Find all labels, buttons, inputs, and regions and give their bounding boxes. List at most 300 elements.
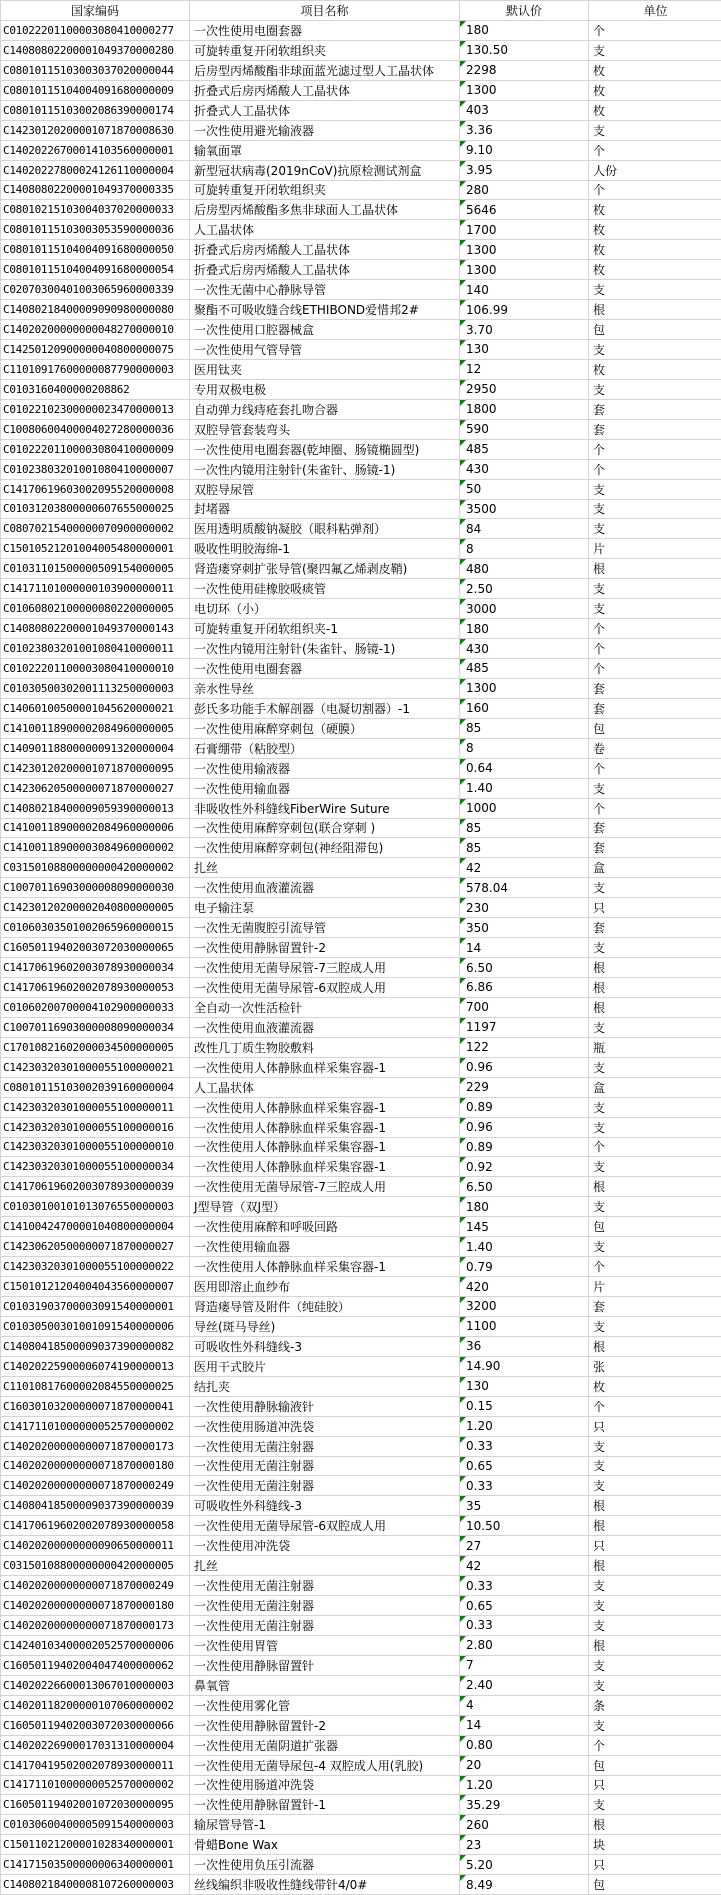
price-cell[interactable]: 10.50 xyxy=(460,1516,589,1535)
price-cell[interactable]: 180 xyxy=(460,21,589,40)
code-cell[interactable]: C16030103200000071870000041 xyxy=(1,1397,190,1416)
code-cell[interactable]: C14020225900006074190000013 xyxy=(1,1357,190,1376)
code-cell[interactable]: C08010115104004091680000050 xyxy=(1,240,190,259)
price-cell[interactable]: 1300 xyxy=(460,240,589,259)
unit-cell[interactable]: 片 xyxy=(593,542,606,557)
code-cell[interactable]: C14020200000000048270000010 xyxy=(1,320,190,339)
code-cell[interactable]: C0103160400000208862 xyxy=(1,380,190,399)
unit-cell[interactable]: 盒 xyxy=(593,861,606,876)
unit-cell[interactable]: 支 xyxy=(593,342,606,357)
code-cell[interactable]: C14250120900000040800000075 xyxy=(1,340,190,359)
price-cell[interactable]: 420 xyxy=(460,1277,589,1296)
item-name-cell[interactable]: 双腔导管套装弯头 xyxy=(190,420,460,439)
unit-cell[interactable]: 只 xyxy=(593,1539,606,1554)
unit-cell[interactable]: 支 xyxy=(593,1100,606,1115)
item-name-cell[interactable]: 一次性使用无菌注射器 xyxy=(190,1437,460,1456)
item-name-cell[interactable]: 一次性使用静脉留置针 xyxy=(190,1656,460,1675)
unit-cell[interactable]: 包 xyxy=(593,1878,606,1893)
price-cell[interactable]: 403 xyxy=(460,101,589,120)
item-name-cell[interactable]: 扎丝 xyxy=(190,858,460,877)
item-name-cell[interactable]: 一次性无菌腹腔引流导管 xyxy=(190,918,460,937)
item-name-cell[interactable]: 一次性使用无菌导尿管-6双腔成人用 xyxy=(190,1516,460,1535)
unit-cell[interactable]: 人份 xyxy=(593,163,618,178)
code-cell[interactable]: C10070116903000008090000030 xyxy=(1,878,190,897)
item-name-cell[interactable]: 一次性使用雾化管 xyxy=(190,1696,460,1715)
price-cell[interactable]: 3.95 xyxy=(460,161,589,180)
code-cell[interactable]: C01031101500000509154000005 xyxy=(1,559,190,578)
item-name-cell[interactable]: 一次性使用硅橡胶吸痰管 xyxy=(190,579,460,598)
item-name-cell[interactable]: J型导管（双J型） xyxy=(190,1197,460,1216)
price-cell[interactable]: 0.89 xyxy=(460,1098,589,1117)
code-cell[interactable]: C14170619602002078930000058 xyxy=(1,1516,190,1535)
unit-cell[interactable]: 根 xyxy=(593,961,606,976)
price-cell[interactable]: 0.33 xyxy=(460,1576,589,1595)
unit-cell[interactable]: 个 xyxy=(593,442,606,457)
code-cell[interactable]: C14170619602003078930000039 xyxy=(1,1177,190,1196)
item-name-cell[interactable]: 人工晶状体 xyxy=(190,220,460,239)
code-cell[interactable]: C14080418500009037390000082 xyxy=(1,1337,190,1356)
code-cell[interactable]: C14020200000000090650000011 xyxy=(1,1536,190,1555)
item-name-cell[interactable]: 一次性内镜用注射针(朱雀针、肠镜-1) xyxy=(190,460,460,479)
price-cell[interactable]: 12 xyxy=(460,360,589,379)
item-name-cell[interactable]: 一次性使用麻醉穿刺包(神经阻滞包) xyxy=(190,838,460,857)
unit-cell[interactable]: 支 xyxy=(593,1020,606,1035)
item-name-cell[interactable]: 一次性使用电圈套器 xyxy=(190,659,460,678)
unit-cell[interactable]: 只 xyxy=(593,1858,606,1873)
price-cell[interactable]: 85 xyxy=(460,819,589,838)
price-cell[interactable]: 14 xyxy=(460,938,589,957)
unit-cell[interactable]: 枚 xyxy=(593,83,606,98)
item-name-cell[interactable]: 一次性使用无菌导尿管-6双腔成人用 xyxy=(190,978,460,997)
unit-cell[interactable]: 个 xyxy=(593,801,606,816)
unit-cell[interactable]: 包 xyxy=(593,1758,606,1773)
item-name-cell[interactable]: 医用干式胶片 xyxy=(190,1357,460,1376)
price-cell[interactable]: 0.65 xyxy=(460,1596,589,1615)
unit-cell[interactable]: 支 xyxy=(593,1658,606,1673)
code-cell[interactable]: C01031203800000607655000025 xyxy=(1,500,190,519)
item-name-cell[interactable]: 一次性使用输液器 xyxy=(190,759,460,778)
code-cell[interactable]: C10080600400004027280000036 xyxy=(1,420,190,439)
price-cell[interactable]: 1700 xyxy=(460,220,589,239)
unit-cell[interactable]: 个 xyxy=(593,143,606,158)
item-name-cell[interactable]: 肾造瘘穿刺扩张导管(聚四氟乙烯剥皮鞘) xyxy=(190,559,460,578)
code-cell[interactable]: C14020200000000071870000249 xyxy=(1,1476,190,1495)
unit-cell[interactable]: 包 xyxy=(593,721,606,736)
code-cell[interactable]: C14100118900003084960000002 xyxy=(1,838,190,857)
unit-cell[interactable]: 支 xyxy=(593,1160,606,1175)
item-name-cell[interactable]: 一次性使用人体静脉血样采集容器-1 xyxy=(190,1257,460,1276)
price-cell[interactable]: 20 xyxy=(460,1756,589,1775)
code-cell[interactable]: C01022201100003080410000009 xyxy=(1,440,190,459)
item-name-cell[interactable]: 后房型丙烯酸酯多焦非球面人工晶状体 xyxy=(190,200,460,219)
price-cell[interactable]: 0.96 xyxy=(460,1058,589,1077)
price-cell[interactable]: 6.50 xyxy=(460,1177,589,1196)
unit-cell[interactable]: 根 xyxy=(593,562,606,577)
header-item-name[interactable]: 项目名称 xyxy=(190,1,460,20)
item-name-cell[interactable]: 一次性使用人体静脉血样采集容器-1 xyxy=(190,1098,460,1117)
item-name-cell[interactable]: 输尿管导管-1 xyxy=(190,1815,460,1834)
code-cell[interactable]: C08010115104004091680000009 xyxy=(1,81,190,100)
code-cell[interactable]: C14230320301000055100000021 xyxy=(1,1058,190,1077)
code-cell[interactable]: C14171101000000052570000002 xyxy=(1,1776,190,1795)
code-cell[interactable]: C14020226900017031310000004 xyxy=(1,1736,190,1755)
code-cell[interactable]: C01030500301001091540000006 xyxy=(1,1317,190,1336)
item-name-cell[interactable]: 一次性使用静脉留置针-2 xyxy=(190,938,460,957)
unit-cell[interactable]: 包 xyxy=(593,323,606,338)
unit-cell[interactable]: 支 xyxy=(593,1439,606,1454)
unit-cell[interactable]: 根 xyxy=(593,1519,606,1534)
unit-cell[interactable]: 支 xyxy=(593,1718,606,1733)
code-cell[interactable]: C01022201100003080410000010 xyxy=(1,659,190,678)
code-cell[interactable]: C08010215103004037020000033 xyxy=(1,200,190,219)
item-name-cell[interactable]: 一次性使用无菌注射器 xyxy=(190,1457,460,1476)
unit-cell[interactable]: 瓶 xyxy=(593,1040,606,1055)
unit-cell[interactable]: 支 xyxy=(593,43,606,58)
code-cell[interactable]: C16050119402004047400000062 xyxy=(1,1656,190,1675)
item-name-cell[interactable]: 一次性使用输血器 xyxy=(190,1237,460,1256)
item-name-cell[interactable]: 一次性使用人体静脉血样采集容器-1 xyxy=(190,1118,460,1137)
unit-cell[interactable]: 套 xyxy=(593,701,606,716)
code-cell[interactable]: C14020200000000071870000173 xyxy=(1,1437,190,1456)
code-cell[interactable]: C14100118900002084960000006 xyxy=(1,819,190,838)
item-name-cell[interactable]: 折叠式后房丙烯酸人工晶状体 xyxy=(190,260,460,279)
item-name-cell[interactable]: 医用钛夹 xyxy=(190,360,460,379)
code-cell[interactable]: C14100118900002084960000005 xyxy=(1,719,190,738)
unit-cell[interactable]: 支 xyxy=(593,522,606,537)
price-cell[interactable]: 85 xyxy=(460,719,589,738)
unit-cell[interactable]: 支 xyxy=(593,1120,606,1135)
price-cell[interactable]: 2.50 xyxy=(460,579,589,598)
code-cell[interactable]: C14020226600013067010000003 xyxy=(1,1676,190,1695)
price-cell[interactable]: 2.80 xyxy=(460,1636,589,1655)
item-name-cell[interactable]: 一次性使用人体静脉血样采集容器-1 xyxy=(190,1058,460,1077)
unit-cell[interactable]: 支 xyxy=(593,283,606,298)
item-name-cell[interactable]: 骨蜡Bone Wax xyxy=(190,1835,460,1854)
price-cell[interactable]: 106.99 xyxy=(460,300,589,319)
unit-cell[interactable]: 根 xyxy=(593,1559,606,1574)
code-cell[interactable]: C08010115103003037020000044 xyxy=(1,61,190,80)
code-cell[interactable]: C14020118200000107060000002 xyxy=(1,1696,190,1715)
code-cell[interactable]: C01031903700003091540000001 xyxy=(1,1297,190,1316)
price-cell[interactable]: 3000 xyxy=(460,599,589,618)
code-cell[interactable]: C08010115103003053590000036 xyxy=(1,220,190,239)
unit-cell[interactable]: 支 xyxy=(593,881,606,896)
unit-cell[interactable]: 支 xyxy=(593,1678,606,1693)
price-cell[interactable]: 1800 xyxy=(460,400,589,419)
item-name-cell[interactable]: 可旋转重复开闭软组织夹 xyxy=(190,181,460,200)
price-cell[interactable]: 50 xyxy=(460,480,589,499)
unit-cell[interactable]: 支 xyxy=(593,1459,606,1474)
unit-cell[interactable]: 支 xyxy=(593,602,606,617)
item-name-cell[interactable]: 一次性使用无菌导尿管-7三腔成人用 xyxy=(190,958,460,977)
code-cell[interactable]: C14230120200001071870000095 xyxy=(1,759,190,778)
price-cell[interactable]: 6.86 xyxy=(460,978,589,997)
item-name-cell[interactable]: 折叠式后房丙烯酸人工晶状体 xyxy=(190,81,460,100)
price-cell[interactable]: 4 xyxy=(460,1696,589,1715)
price-cell[interactable]: 2950 xyxy=(460,380,589,399)
item-name-cell[interactable]: 一次性使用麻醉和呼吸回路 xyxy=(190,1217,460,1236)
item-name-cell[interactable]: 一次性使用麻醉穿刺包(联合穿刺 ) xyxy=(190,819,460,838)
item-name-cell[interactable]: 一次性使用静脉留置针-1 xyxy=(190,1795,460,1814)
code-cell[interactable]: C14020200000000071870000249 xyxy=(1,1576,190,1595)
unit-cell[interactable]: 支 xyxy=(593,1798,606,1813)
unit-cell[interactable]: 根 xyxy=(593,1000,606,1015)
item-name-cell[interactable]: 一次性使用麻醉穿刺包（硬膜） xyxy=(190,719,460,738)
unit-cell[interactable]: 个 xyxy=(593,1738,606,1753)
unit-cell[interactable]: 张 xyxy=(593,1359,606,1374)
unit-cell[interactable]: 支 xyxy=(593,582,606,597)
unit-cell[interactable]: 片 xyxy=(593,1280,606,1295)
price-cell[interactable]: 130.50 xyxy=(460,41,589,60)
price-cell[interactable]: 2.40 xyxy=(460,1676,589,1695)
code-cell[interactable]: C14170619603002095520000008 xyxy=(1,480,190,499)
unit-cell[interactable]: 个 xyxy=(593,1140,606,1155)
code-cell[interactable]: C14230320301000055100000011 xyxy=(1,1098,190,1117)
price-cell[interactable]: 8.49 xyxy=(460,1875,589,1894)
price-cell[interactable]: 280 xyxy=(460,181,589,200)
price-cell[interactable]: 0.33 xyxy=(460,1476,589,1495)
code-cell[interactable]: C14230620500000071870000027 xyxy=(1,1237,190,1256)
code-cell[interactable]: C14170619602003078930000034 xyxy=(1,958,190,977)
code-cell[interactable]: C01030100101013076550000003 xyxy=(1,1197,190,1216)
price-cell[interactable]: 578.04 xyxy=(460,878,589,897)
unit-cell[interactable]: 枚 xyxy=(593,263,606,278)
code-cell[interactable]: C14080218400008107260000003 xyxy=(1,1875,190,1894)
price-cell[interactable]: 180 xyxy=(460,1197,589,1216)
item-name-cell[interactable]: 可吸收性外科缝线-3 xyxy=(190,1337,460,1356)
unit-cell[interactable]: 个 xyxy=(593,661,606,676)
unit-cell[interactable]: 包 xyxy=(593,1220,606,1235)
item-name-cell[interactable]: 结扎夹 xyxy=(190,1377,460,1396)
code-cell[interactable]: C03150108800000000420000002 xyxy=(1,858,190,877)
price-cell[interactable]: 180 xyxy=(460,619,589,638)
price-cell[interactable]: 229 xyxy=(460,1078,589,1097)
price-cell[interactable]: 84 xyxy=(460,519,589,538)
unit-cell[interactable]: 套 xyxy=(593,402,606,417)
price-cell[interactable]: 1.40 xyxy=(460,779,589,798)
code-cell[interactable]: C15010121204004043560000007 xyxy=(1,1277,190,1296)
unit-cell[interactable]: 套 xyxy=(593,821,606,836)
price-cell[interactable]: 0.92 xyxy=(460,1157,589,1176)
price-cell[interactable]: 42 xyxy=(460,858,589,877)
price-cell[interactable]: 42 xyxy=(460,1556,589,1575)
code-cell[interactable]: C17010821602000034500000005 xyxy=(1,1038,190,1057)
price-cell[interactable]: 7 xyxy=(460,1656,589,1675)
unit-cell[interactable]: 个 xyxy=(593,1260,606,1275)
price-cell[interactable]: 14.90 xyxy=(460,1357,589,1376)
unit-cell[interactable]: 根 xyxy=(593,1339,606,1354)
item-name-cell[interactable]: 一次性使用气管导管 xyxy=(190,340,460,359)
item-name-cell[interactable]: 一次性使用电圈套器(乾坤圈、肠镜椭圆型) xyxy=(190,440,460,459)
unit-cell[interactable]: 支 xyxy=(593,502,606,517)
item-name-cell[interactable]: 一次性使用人体静脉血样采集容器-1 xyxy=(190,1138,460,1157)
item-name-cell[interactable]: 亲水性导丝 xyxy=(190,679,460,698)
code-cell[interactable]: C14230320301000055100000016 xyxy=(1,1118,190,1137)
price-cell[interactable]: 140 xyxy=(460,280,589,299)
price-cell[interactable]: 3.70 xyxy=(460,320,589,339)
item-name-cell[interactable]: 改性几丁质生物胶敷料 xyxy=(190,1038,460,1057)
unit-cell[interactable]: 根 xyxy=(593,303,606,318)
unit-cell[interactable]: 支 xyxy=(593,1618,606,1633)
code-cell[interactable]: C14060100500001045620000021 xyxy=(1,699,190,718)
price-cell[interactable]: 260 xyxy=(460,1815,589,1834)
price-cell[interactable]: 27 xyxy=(460,1536,589,1555)
price-cell[interactable]: 590 xyxy=(460,420,589,439)
item-name-cell[interactable]: 一次性使用肠道冲洗袋 xyxy=(190,1776,460,1795)
item-name-cell[interactable]: 一次性使用负压引流器 xyxy=(190,1855,460,1874)
price-cell[interactable]: 130 xyxy=(460,1377,589,1396)
price-cell[interactable]: 35 xyxy=(460,1496,589,1515)
code-cell[interactable]: C01023803201001080410000007 xyxy=(1,460,190,479)
unit-cell[interactable]: 只 xyxy=(593,901,606,916)
price-cell[interactable]: 0.33 xyxy=(460,1437,589,1456)
item-name-cell[interactable]: 可旋转重复开闭软组织夹 xyxy=(190,41,460,60)
item-name-cell[interactable]: 丝线编织非吸收性缝线带针4/0# xyxy=(190,1875,460,1894)
code-cell[interactable]: C08010115103002086390000174 xyxy=(1,101,190,120)
price-cell[interactable]: 1300 xyxy=(460,679,589,698)
item-name-cell[interactable]: 一次性使用肠道冲洗袋 xyxy=(190,1417,460,1436)
code-cell[interactable]: C14170419502002078930000011 xyxy=(1,1756,190,1775)
code-cell[interactable]: C14020200000000071870000180 xyxy=(1,1457,190,1476)
item-name-cell[interactable]: 扎丝 xyxy=(190,1556,460,1575)
item-name-cell[interactable]: 一次性无菌中心静脉导管 xyxy=(190,280,460,299)
code-cell[interactable]: C14080418500009037390000039 xyxy=(1,1496,190,1515)
unit-cell[interactable]: 根 xyxy=(593,1180,606,1195)
code-cell[interactable]: C14230120200002040800000005 xyxy=(1,898,190,917)
price-cell[interactable]: 5.20 xyxy=(460,1855,589,1874)
code-cell[interactable]: C14171101000000052570000002 xyxy=(1,1417,190,1436)
price-cell[interactable]: 1300 xyxy=(460,260,589,279)
unit-cell[interactable]: 个 xyxy=(593,761,606,776)
header-national-code[interactable]: 国家编码 xyxy=(1,1,190,20)
unit-cell[interactable]: 支 xyxy=(593,1579,606,1594)
item-name-cell[interactable]: 吸收性明胶海绵-1 xyxy=(190,539,460,558)
price-cell[interactable]: 350 xyxy=(460,918,589,937)
price-cell[interactable]: 1.20 xyxy=(460,1776,589,1795)
item-name-cell[interactable]: 一次性使用血液灌流器 xyxy=(190,1018,460,1037)
price-cell[interactable]: 6.50 xyxy=(460,958,589,977)
unit-cell[interactable]: 个 xyxy=(593,23,606,38)
item-name-cell[interactable]: 一次性使用静脉留置针-2 xyxy=(190,1716,460,1735)
code-cell[interactable]: C10070116903000008090000034 xyxy=(1,1018,190,1037)
code-cell[interactable]: C14020226700014103560000001 xyxy=(1,141,190,160)
code-cell[interactable]: C08010115103002039160000004 xyxy=(1,1078,190,1097)
code-cell[interactable]: C01022201100003080410000277 xyxy=(1,21,190,40)
code-cell[interactable]: C15010521201004005480000001 xyxy=(1,539,190,558)
code-cell[interactable]: C08070215400000070900000002 xyxy=(1,519,190,538)
item-name-cell[interactable]: 专用双极电极 xyxy=(190,380,460,399)
price-cell[interactable]: 3500 xyxy=(460,500,589,519)
item-name-cell[interactable]: 石膏绷带（粘胶型） xyxy=(190,739,460,758)
unit-cell[interactable]: 套 xyxy=(593,1299,606,1314)
unit-cell[interactable]: 个 xyxy=(593,462,606,477)
price-cell[interactable]: 14 xyxy=(460,1716,589,1735)
price-cell[interactable]: 485 xyxy=(460,659,589,678)
item-name-cell[interactable]: 一次性使用无菌阴道扩张器 xyxy=(190,1736,460,1755)
code-cell[interactable]: C14080802200001049370000335 xyxy=(1,181,190,200)
unit-cell[interactable]: 套 xyxy=(593,841,606,856)
code-cell[interactable]: C14020200000000071870000173 xyxy=(1,1616,190,1635)
unit-cell[interactable]: 支 xyxy=(593,1200,606,1215)
item-name-cell[interactable]: 一次性使用血液灌流器 xyxy=(190,878,460,897)
unit-cell[interactable]: 个 xyxy=(593,642,606,657)
code-cell[interactable]: C11010817600002084550000025 xyxy=(1,1377,190,1396)
item-name-cell[interactable]: 一次性使用无菌导尿管-7三腔成人用 xyxy=(190,1177,460,1196)
item-name-cell[interactable]: 一次性使用口腔器械盒 xyxy=(190,320,460,339)
price-cell[interactable]: 485 xyxy=(460,440,589,459)
unit-cell[interactable]: 支 xyxy=(593,1319,606,1334)
item-name-cell[interactable]: 新型冠状病毒(2019nCoV)抗原检测试剂盒 xyxy=(190,161,460,180)
unit-cell[interactable]: 枚 xyxy=(593,103,606,118)
price-cell[interactable]: 0.65 xyxy=(460,1457,589,1476)
code-cell[interactable]: C14100424700001040800000004 xyxy=(1,1217,190,1236)
item-name-cell[interactable]: 一次性使用无菌导尿包-4 双腔成人用(乳胶) xyxy=(190,1756,460,1775)
code-cell[interactable]: C14230320301000055100000010 xyxy=(1,1138,190,1157)
item-name-cell[interactable]: 聚酯不可吸收缝合线ETHIBOND爱惜邦2# xyxy=(190,300,460,319)
item-name-cell[interactable]: 人工晶状体 xyxy=(190,1078,460,1097)
unit-cell[interactable]: 根 xyxy=(593,1499,606,1514)
item-name-cell[interactable]: 一次性使用人体静脉血样采集容器-1 xyxy=(190,1157,460,1176)
price-cell[interactable]: 145 xyxy=(460,1217,589,1236)
unit-cell[interactable]: 支 xyxy=(593,123,606,138)
unit-cell[interactable]: 盒 xyxy=(593,1080,606,1095)
item-name-cell[interactable]: 医用透明质酸钠凝胶（眼科粘弹剂） xyxy=(190,519,460,538)
price-cell[interactable]: 3.36 xyxy=(460,121,589,140)
code-cell[interactable]: C01030500302001113250000003 xyxy=(1,679,190,698)
item-name-cell[interactable]: 一次性使用电圈套器 xyxy=(190,21,460,40)
price-cell[interactable]: 85 xyxy=(460,838,589,857)
item-name-cell[interactable]: 医用即溶止血纱布 xyxy=(190,1277,460,1296)
unit-cell[interactable]: 根 xyxy=(593,1818,606,1833)
unit-cell[interactable]: 枚 xyxy=(593,243,606,258)
code-cell[interactable]: C01060303501002065960000015 xyxy=(1,918,190,937)
item-name-cell[interactable]: 折叠式人工晶状体 xyxy=(190,101,460,120)
price-cell[interactable]: 1197 xyxy=(460,1018,589,1037)
price-cell[interactable]: 1000 xyxy=(460,799,589,818)
price-cell[interactable]: 130 xyxy=(460,340,589,359)
item-name-cell[interactable]: 后房型丙烯酸酯非球面蓝光滤过型人工晶状体 xyxy=(190,61,460,80)
unit-cell[interactable]: 支 xyxy=(593,482,606,497)
unit-cell[interactable]: 枚 xyxy=(593,1379,606,1394)
item-name-cell[interactable]: 一次性使用避光输液器 xyxy=(190,121,460,140)
price-cell[interactable]: 2298 xyxy=(460,61,589,80)
header-unit[interactable]: 单位 xyxy=(643,4,668,18)
price-cell[interactable]: 0.33 xyxy=(460,1616,589,1635)
header-default-price[interactable]: 默认价 xyxy=(460,1,589,20)
item-name-cell[interactable]: 电切环（小） xyxy=(190,599,460,618)
price-cell[interactable]: 0.79 xyxy=(460,1257,589,1276)
unit-cell[interactable]: 套 xyxy=(593,681,606,696)
code-cell[interactable]: C16050119402001072030000095 xyxy=(1,1795,190,1814)
unit-cell[interactable]: 只 xyxy=(593,1778,606,1793)
item-name-cell[interactable]: 一次性使用静脉输液针 xyxy=(190,1397,460,1416)
price-cell[interactable]: 0.15 xyxy=(460,1397,589,1416)
item-name-cell[interactable]: 一次性使用冲洗袋 xyxy=(190,1536,460,1555)
price-cell[interactable]: 9.10 xyxy=(460,141,589,160)
code-cell[interactable]: C01022102300000023470000013 xyxy=(1,400,190,419)
item-name-cell[interactable]: 非吸收性外科缝线FiberWire Suture xyxy=(190,799,460,818)
unit-cell[interactable]: 支 xyxy=(593,781,606,796)
code-cell[interactable]: C14020200000000071870000180 xyxy=(1,1596,190,1615)
item-name-cell[interactable]: 一次性使用无菌注射器 xyxy=(190,1576,460,1595)
code-cell[interactable]: C14230320301000055100000022 xyxy=(1,1257,190,1276)
code-cell[interactable]: C01060802100000080220000005 xyxy=(1,599,190,618)
item-name-cell[interactable]: 一次性使用输血器 xyxy=(190,779,460,798)
code-cell[interactable]: C01030600400005091540000003 xyxy=(1,1815,190,1834)
unit-cell[interactable]: 套 xyxy=(593,422,606,437)
code-cell[interactable]: C14080218400009090980000080 xyxy=(1,300,190,319)
code-cell[interactable]: C14090118800000091320000004 xyxy=(1,739,190,758)
